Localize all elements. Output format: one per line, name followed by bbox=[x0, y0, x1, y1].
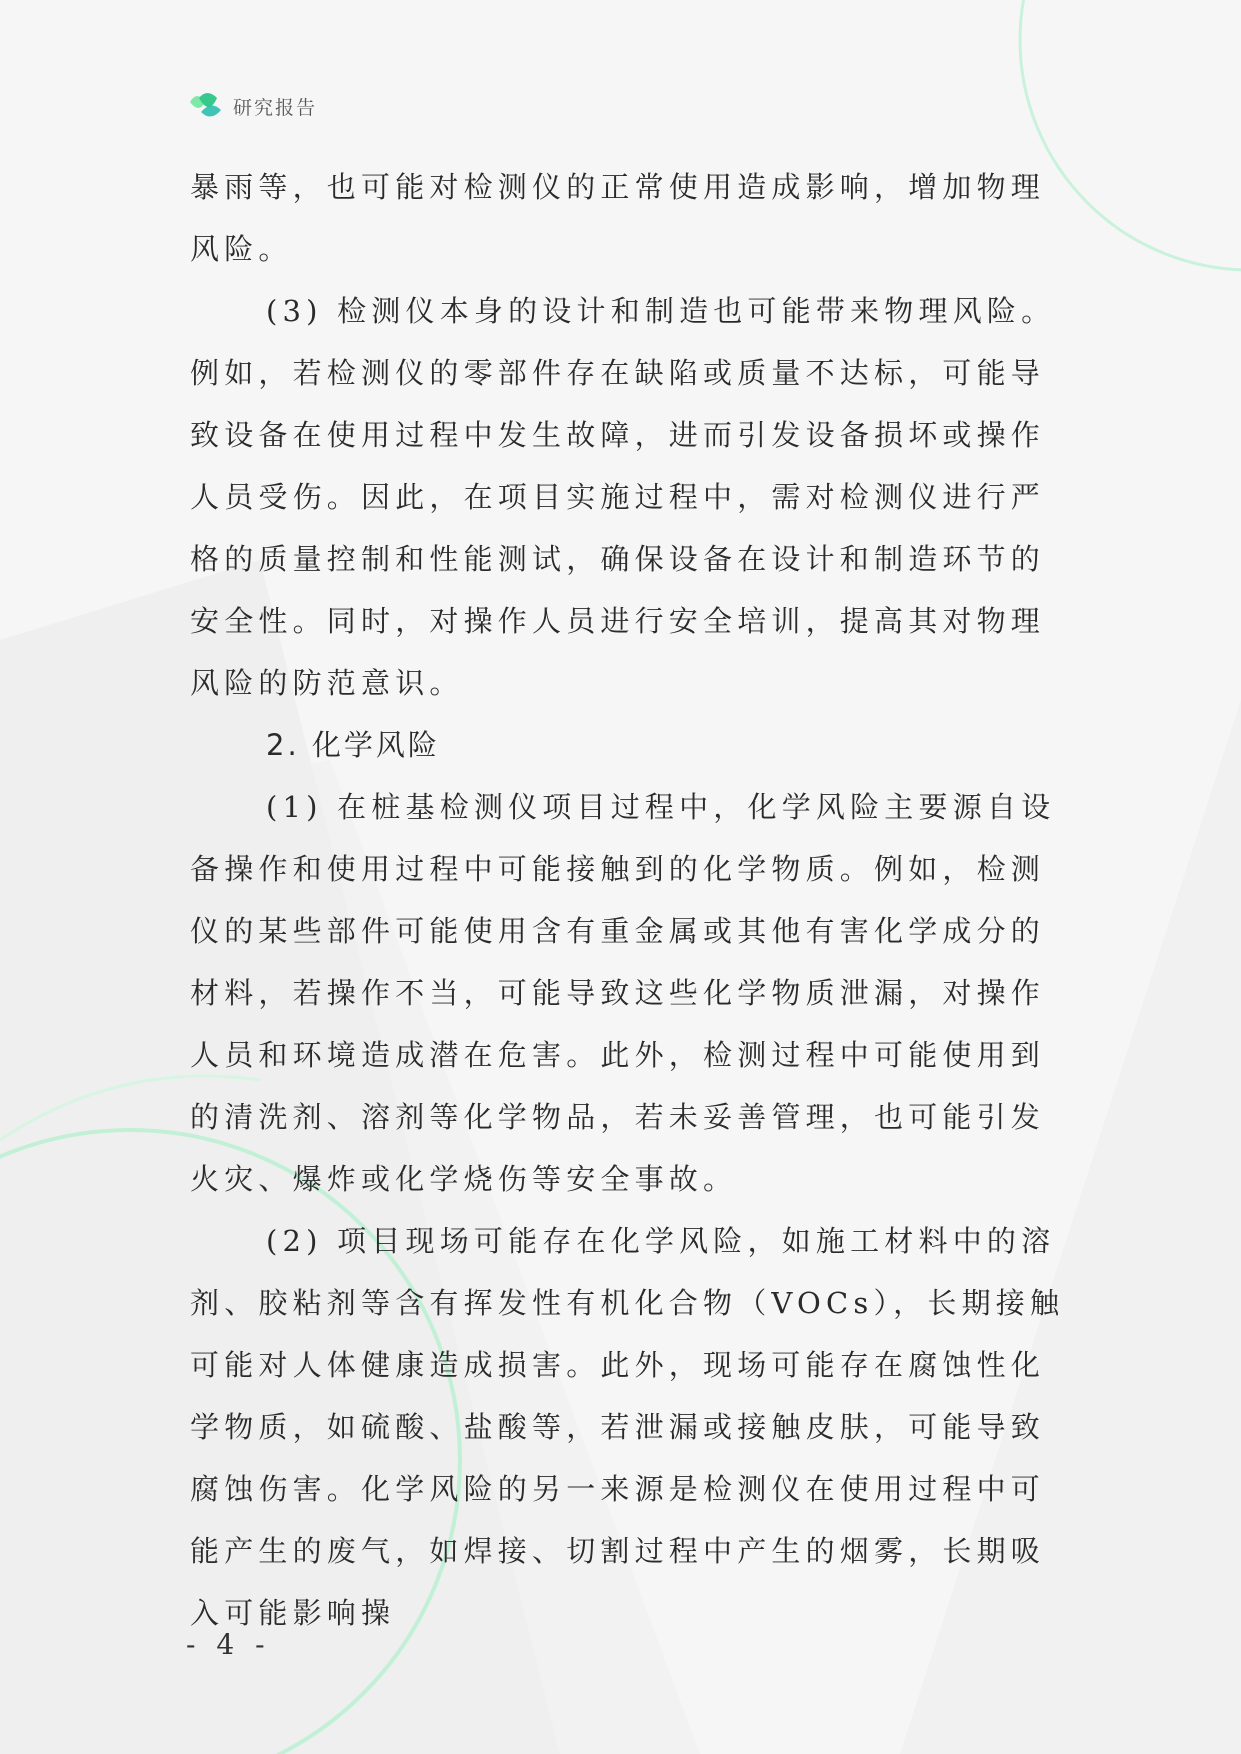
header-title: 研究报告 bbox=[233, 96, 318, 119]
leaf-logo-icon bbox=[187, 88, 223, 124]
page-number: - 4 - bbox=[186, 1628, 271, 1661]
paragraph: (2) 项目现场可能存在化学风险，如施工材料中的溶剂、胶粘剂等含有挥发性有机化合物（VOCs），长期接触可能对人体健康造成损害。此外，现场可能存在腐蚀性化学物质，如硫酸、盐酸等，若泄漏或接触皮肤，可能导致腐蚀伤害。化学风险的另一来源是检测仪在使用过程中可能产生的废气，如焊接、切割过程中产生的烟雾，长期吸入可能影响操 bbox=[190, 1224, 1065, 1630]
paragraph: (3) 检测仪本身的设计和制造也可能带来物理风险。例如，若检测仪的零部件存在缺陷或质量不达标，可能导致设备在使用过程中发生故障，进而引发设备损坏或操作人员受伤。因此，在项目实施过程中，需对检测仪进行严格的质量控制和性能测试，确保设备在设计和制造环节的安全性。同时，对操作人员进行安全培训，提高其对物理风险的防范意识。 bbox=[190, 294, 1056, 700]
paragraph: (1) 在桩基检测仪项目过程中，化学风险主要源自设备操作和使用过程中可能接触到的化学物质。例如，检测仪的某些部件可能使用含有重金属或其他有害化学成分的材料，若操作不当，可能导致这些化学物质泄漏，对操作人员和环境造成潜在危害。此外，检测过程中可能使用到的清洗剂、溶剂等化学物品，若未妥善管理，也可能引发火灾、爆炸或化学烧伤等安全事故。 bbox=[190, 790, 1056, 1196]
paragraph: 暴雨等，也可能对检测仪的正常使用造成影响，增加物理风险。 bbox=[190, 170, 1046, 266]
report-header bbox=[187, 88, 317, 124]
main-content bbox=[190, 156, 1070, 1644]
section-heading: 2. 化学风险 bbox=[266, 728, 440, 762]
